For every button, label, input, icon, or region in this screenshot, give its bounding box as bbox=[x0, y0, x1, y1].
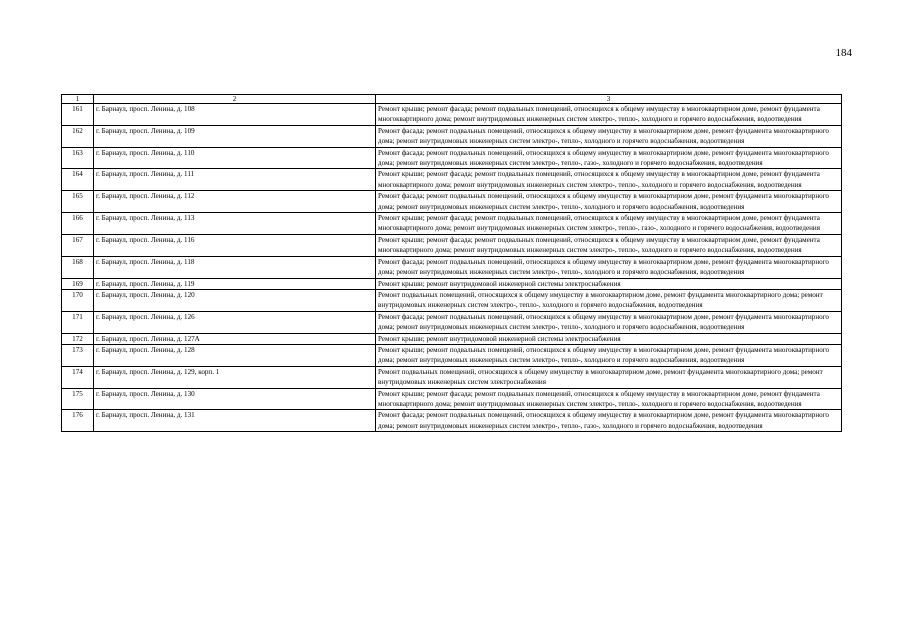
table-row bbox=[62, 311, 842, 333]
row-number-cell: 175 bbox=[62, 388, 94, 410]
row-works-cell: Ремонт фасада; ремонт подвальных помещений, относящихся к общему имуществу в многоквартирном доме, ремонт фундамента многоквартирного дома; ремонт внутридомовых инженерных систем электро-, тепло-, холодного и горячего водоснабжения, водоотведения bbox=[376, 191, 842, 213]
row-works-cell: Ремонт крыши; ремонт фасада; ремонт подвальных помещений, относящихся к общему имуществу в многоквартирном доме, ремонт фундамента многоквартирного дома; ремонт внутридомовых инженерных систем электро-, тепло-, холодного и горячего водоснабжения, водоотведения bbox=[376, 234, 842, 256]
row-number-cell: 171 bbox=[62, 311, 94, 333]
row-number-cell: 173 bbox=[62, 344, 94, 366]
row-works-cell: Ремонт фасада; ремонт подвальных помещений, относящихся к общему имуществу в многоквартирном доме, ремонт фундамента многоквартирного дома; ремонт внутридомовых инженерных систем электро-, тепло-, газо-, холодного и горячего водоснабжения, водоотведения bbox=[376, 147, 842, 169]
row-works-cell: Ремонт крыши; ремонт внутридомовой инженерной системы электроснабжения bbox=[376, 278, 842, 289]
header-row bbox=[62, 95, 842, 104]
page-number: 184 bbox=[835, 47, 852, 59]
row-number-cell: 169 bbox=[62, 278, 94, 289]
column-header-address: 2 bbox=[94, 95, 376, 104]
row-address-cell: г. Барнаул, просп. Ленина, д. 129, корп. 1 bbox=[94, 366, 376, 388]
table-row bbox=[62, 125, 842, 147]
repair-register-table bbox=[61, 94, 842, 432]
row-works-cell: Ремонт крыши; ремонт фасада; ремонт подвальных помещений, относящихся к общему имуществу в многоквартирном доме, ремонт фундамента многоквартирного дома; ремонт внутридомовых инженерных систем электро-, тепло-, холодного и горячего водоснабжения, водоотведения bbox=[376, 104, 842, 126]
row-number-cell: 170 bbox=[62, 289, 94, 311]
row-works-cell: Ремонт фасада; ремонт подвальных помещений, относящихся к общему имуществу в многоквартирном доме, ремонт фундамента многоквартирного дома; ремонт внутридомовых инженерных систем электро-, тепло-, холодного и горячего водоснабжения, водоотведения bbox=[376, 311, 842, 333]
row-number-cell: 163 bbox=[62, 147, 94, 169]
row-number-cell: 168 bbox=[62, 256, 94, 278]
row-address-cell: г. Барнаул, просп. Ленина, д. 119 bbox=[94, 278, 376, 289]
row-number-cell: 164 bbox=[62, 169, 94, 191]
table-row bbox=[62, 104, 842, 126]
table-row bbox=[62, 191, 842, 213]
row-address-cell: г. Барнаул, просп. Ленина, д. 111 bbox=[94, 169, 376, 191]
table-header bbox=[62, 95, 842, 104]
row-works-cell: Ремонт крыши; ремонт фасада; ремонт подвальных помещений, относящихся к общему имуществу в многоквартирном доме, ремонт фундамента многоквартирного дома; ремонт внутридомовых инженерных систем электро-, тепло-, холодного и горячего водоснабжения, водоотведения bbox=[376, 169, 842, 191]
row-address-cell: г. Барнаул, просп. Ленина, д. 130 bbox=[94, 388, 376, 410]
row-address-cell: г. Барнаул, просп. Ленина, д. 126 bbox=[94, 311, 376, 333]
row-number-cell: 172 bbox=[62, 333, 94, 344]
column-header-number: 1 bbox=[62, 95, 94, 104]
table-row bbox=[62, 213, 842, 235]
row-works-cell: Ремонт подвальных помещений, относящихся к общему имуществу в многоквартирном доме, ремонт фундамента многоквартирного дома; ремонт внутридомовых инженерных систем электроснабжения bbox=[376, 366, 842, 388]
row-address-cell: г. Барнаул, просп. Ленина, д. 120 bbox=[94, 289, 376, 311]
table-row bbox=[62, 147, 842, 169]
row-number-cell: 174 bbox=[62, 366, 94, 388]
row-address-cell: г. Барнаул, просп. Ленина, д. 112 bbox=[94, 191, 376, 213]
row-address-cell: г. Барнаул, просп. Ленина, д. 127А bbox=[94, 333, 376, 344]
table-row bbox=[62, 410, 842, 432]
table-row bbox=[62, 388, 842, 410]
table-row bbox=[62, 234, 842, 256]
row-address-cell: г. Барнаул, просп. Ленина, д. 108 bbox=[94, 104, 376, 126]
row-address-cell: г. Барнаул, просп. Ленина, д. 109 bbox=[94, 125, 376, 147]
table-row bbox=[62, 278, 842, 289]
row-address-cell: г. Барнаул, просп. Ленина, д. 116 bbox=[94, 234, 376, 256]
table-row bbox=[62, 256, 842, 278]
row-works-cell: Ремонт крыши; ремонт подвальных помещений, относящихся к общему имуществу в многоквартирном доме, ремонт фундамента многоквартирного дома; ремонт внутридомовых инженерных систем электро-, тепло-, холодного и горячего водоснабжения, водоотведения bbox=[376, 344, 842, 366]
row-works-cell: Ремонт крыши; ремонт фасада; ремонт подвальных помещений, относящихся к общему имуществу в многоквартирном доме, ремонт фундамента многоквартирного дома; ремонт внутридомовых инженерных систем электро-, тепло-, газо-, холодного и горячего водоснабжения, водоотведения bbox=[376, 213, 842, 235]
row-works-cell: Ремонт крыши; ремонт внутридомовой инженерной системы электроснабжения bbox=[376, 333, 842, 344]
column-header-works: 3 bbox=[376, 95, 842, 104]
row-address-cell: г. Барнаул, просп. Ленина, д. 118 bbox=[94, 256, 376, 278]
table-row bbox=[62, 333, 842, 344]
table-row bbox=[62, 289, 842, 311]
row-address-cell: г. Барнаул, просп. Ленина, д. 113 bbox=[94, 213, 376, 235]
row-number-cell: 165 bbox=[62, 191, 94, 213]
table-row bbox=[62, 169, 842, 191]
table-row bbox=[62, 366, 842, 388]
row-number-cell: 162 bbox=[62, 125, 94, 147]
row-address-cell: г. Барнаул, просп. Ленина, д. 128 bbox=[94, 344, 376, 366]
table-row bbox=[62, 344, 842, 366]
row-works-cell: Ремонт крыши; ремонт фасада; ремонт подвальных помещений, относящихся к общему имуществу в многоквартирном доме, ремонт фундамента многоквартирного дома; ремонт внутридомовых инженерных систем электро-, тепло-, холодного и горячего водоснабжения, водоотведения bbox=[376, 388, 842, 410]
row-address-cell: г. Барнаул, просп. Ленина, д. 110 bbox=[94, 147, 376, 169]
row-number-cell: 167 bbox=[62, 234, 94, 256]
row-works-cell: Ремонт подвальных помещений, относящихся к общему имуществу в многоквартирном доме, ремонт фундамента многоквартирного дома; ремонт внутридомовых инженерных систем электро-, тепло-, холодного и горячего водоснабжения, водоотведения bbox=[376, 289, 842, 311]
row-works-cell: Ремонт фасада; ремонт подвальных помещений, относящихся к общему имуществу в многоквартирном доме, ремонт фундамента многоквартирного дома; ремонт внутридомовых инженерных систем электро-, тепло-, холодного и горячего водоснабжения, водоотведения bbox=[376, 256, 842, 278]
row-number-cell: 166 bbox=[62, 213, 94, 235]
row-address-cell: г. Барнаул, просп. Ленина, д. 131 bbox=[94, 410, 376, 432]
row-works-cell: Ремонт фасада; ремонт подвальных помещений, относящихся к общему имуществу в многоквартирном доме, ремонт фундамента многоквартирного дома; ремонт внутридомовых инженерных систем электро-, тепло-, холодного и горячего водоснабжения, водоотведения bbox=[376, 125, 842, 147]
row-number-cell: 161 bbox=[62, 104, 94, 126]
row-works-cell: Ремонт фасада; ремонт подвальных помещений, относящихся к общему имуществу в многоквартирном доме, ремонт фундамента многоквартирного дома; ремонт внутридомовых инженерных систем электро-, тепло-, газо-, холодного и горячего водоснабжения, водоотведения bbox=[376, 410, 842, 432]
row-number-cell: 176 bbox=[62, 410, 94, 432]
table-body bbox=[62, 104, 842, 432]
